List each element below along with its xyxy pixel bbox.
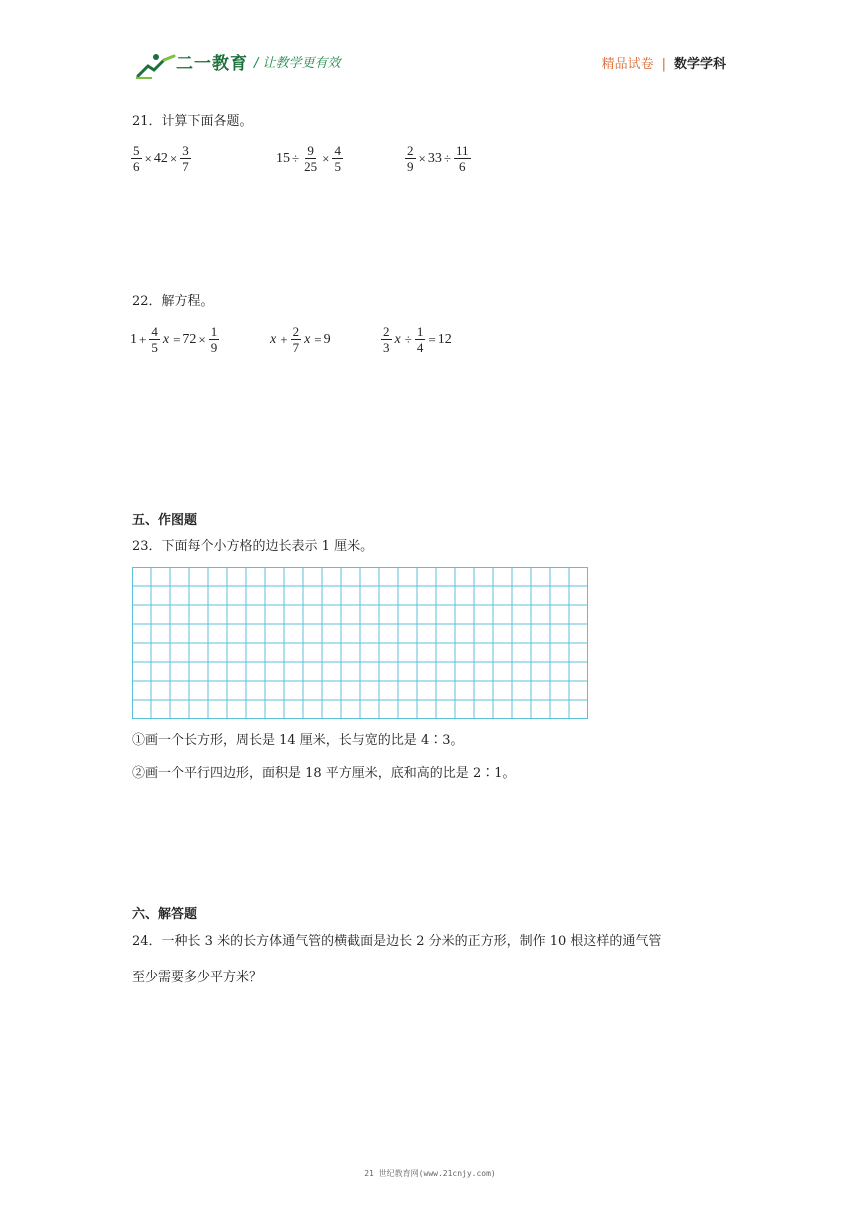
q22-equation-1: 1 + $\frac{4}{5}$ x = 72 × $\frac{1}{9}$	[130, 324, 218, 355]
q22-equation-3: $\frac{2}{3}$ x ÷ $\frac{1}{4}$ = 12	[383, 324, 452, 355]
fraction: $\frac{9}{25}$	[304, 143, 318, 174]
fraction: $\frac{2}{9}$	[407, 143, 414, 174]
section-6-title: 六、解答题	[132, 907, 198, 922]
page-footer: 21 世纪教育网(www.21cnjy.com)	[364, 1169, 496, 1178]
fraction: $\frac{5}{6}$	[133, 143, 140, 174]
header-label: 精品试卷	[601, 57, 654, 72]
page-header	[132, 50, 732, 82]
brand-name: 二一教育	[176, 54, 248, 74]
q22-title: 22．解方程。	[132, 294, 214, 309]
fraction: $\frac{4}{5}$	[334, 143, 341, 174]
header-separator: |	[661, 57, 666, 72]
runner-logo-icon	[134, 52, 178, 80]
fraction: $\frac{2}{3}$	[383, 324, 390, 355]
q23-title: 23．下面每个小方格的边长表示 1 厘米。	[132, 539, 374, 554]
q23-item-2: ②画一个平行四边形，面积是 18 平方厘米，底和高的比是 2∶1。	[132, 766, 516, 781]
q22-equation-2: x + $\frac{2}{7}$ x = 9	[270, 324, 331, 355]
q24-line-2: 至少需要多少平方米？	[132, 970, 263, 985]
q21-expr-2: 15 ÷ $\frac{9}{25}$ × $\frac{4}{5}$	[276, 143, 341, 174]
fraction: $\frac{11}{6}$	[455, 143, 469, 174]
q21-title: 21．计算下面各题。	[132, 114, 253, 129]
fraction: $\frac{1}{9}$	[210, 324, 218, 355]
header-right	[602, 55, 726, 75]
section-5-title: 五、作图题	[132, 513, 198, 528]
q23-item-1: ①画一个长方形，周长是 14 厘米，长与宽的比是 4∶3。	[132, 733, 464, 748]
header-subject: 数学学科	[673, 57, 726, 72]
square-grid	[132, 567, 588, 719]
fraction: $\frac{1}{4}$	[416, 324, 424, 355]
slogan: / 让教学更有效	[254, 56, 341, 71]
fraction: $\frac{3}{7}$	[182, 143, 189, 174]
q21-expr-1: $\frac{5}{6}$ × 42 × $\frac{3}{7}$	[133, 143, 189, 174]
fraction: $\frac{4}{5}$	[151, 324, 158, 355]
q21-expr-3: $\frac{2}{9}$ × 33 ÷ $\frac{11}{6}$	[407, 143, 469, 174]
fraction: $\frac{2}{7}$	[292, 324, 300, 355]
q24-line-1: 24．一种长 3 米的长方体通气管的横截面是边长 2 分米的正方形，制作 10 根这样的通气管	[132, 934, 662, 949]
